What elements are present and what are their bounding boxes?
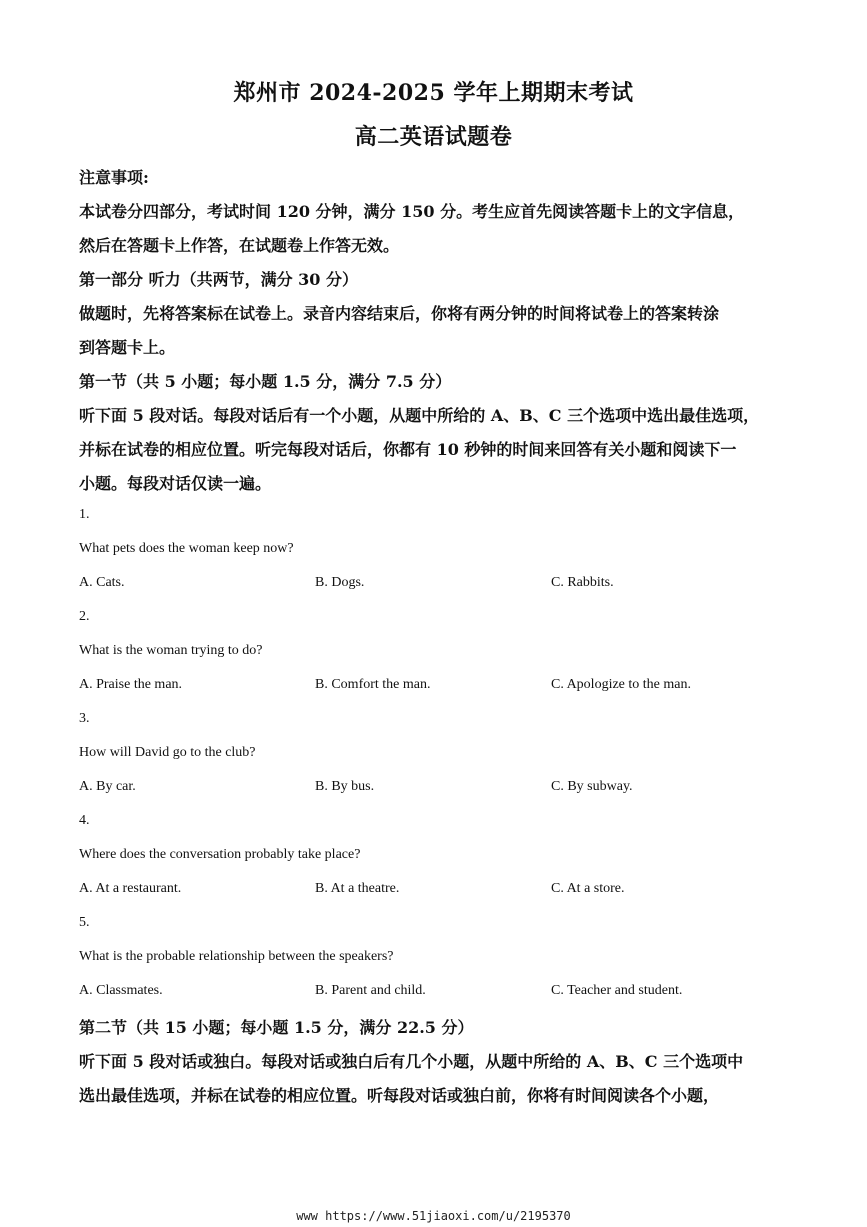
option-c: C. By subway. <box>551 779 633 794</box>
part1-line-2: 到答题卡上。 <box>79 338 176 357</box>
option-a: A. Praise the man. <box>79 677 183 692</box>
option-a: A. By car. <box>79 779 136 794</box>
footer-watermark-link[interactable]: www https://www.51jiaoxi.com/u/2195370 <box>296 1209 571 1223</box>
option-c: C. Rabbits. <box>551 575 614 590</box>
option-a: A. Classmates. <box>79 983 163 998</box>
question-text: What is the woman trying to do? <box>79 643 263 658</box>
question-number: 1. <box>79 507 90 522</box>
exam-subtitle: 高二英语试题卷 <box>354 124 513 150</box>
section1-heading: 第一节（共 5 小题；每小题 1.5 分，满分 7.5 分） <box>79 372 452 391</box>
notes-heading: 注意事项: <box>79 168 149 187</box>
option-b: B. Dogs. <box>315 575 365 590</box>
option-c: C. Apologize to the man. <box>551 677 691 692</box>
section2-line-2: 选出最佳选项，并标在试卷的相应位置。听每段对话或独白前，你将有时间阅读各个小题， <box>79 1086 720 1105</box>
option-a: A. Cats. <box>79 575 125 590</box>
option-b: B. Comfort the man. <box>315 677 431 692</box>
question-text: How will David go to the club? <box>79 745 256 760</box>
question-number: 5. <box>79 915 90 930</box>
question-text: What is the probable relationship between the speakers? <box>79 949 394 964</box>
notes-line-2: 然后在答题卡上作答，在试题卷上作答无效。 <box>79 236 400 255</box>
option-c: C. At a store. <box>551 881 625 896</box>
question-number: 3. <box>79 711 90 726</box>
section1-line-2: 并标在试卷的相应位置。听完每段对话后，你都有 10 秒钟的时间来回答有关小题和阅读下一 <box>79 440 737 459</box>
part1-heading: 第一部分 听力（共两节，满分 30 分） <box>79 270 358 289</box>
section1-line-3: 小题。每段对话仅读一遍。 <box>79 474 272 493</box>
question-number: 2. <box>79 609 90 624</box>
question-text: Where does the conversation probably take place? <box>79 847 361 862</box>
section1-line-1: 听下面 5 段对话。每段对话后有一个小题，从题中所给的 A、B、C 三个选项中选出最佳选项， <box>79 406 760 425</box>
option-b: B. Parent and child. <box>315 983 426 998</box>
option-b: B. At a theatre. <box>315 881 400 896</box>
question-text: What pets does the woman keep now? <box>79 541 294 556</box>
exam-title: 郑州市 2024-2025 学年上期期末考试 <box>233 80 634 106</box>
notes-line-1: 本试卷分四部分，考试时间 120 分钟，满分 150 分。考生应首先阅读答题卡上的文字信息， <box>79 202 745 221</box>
option-c: C. Teacher and student. <box>551 983 683 998</box>
option-a: A. At a restaurant. <box>79 881 182 896</box>
part1-line-1: 做题时，先将答案标在试卷上。录音内容结束后，你将有两分钟的时间将试卷上的答案转涂 <box>79 304 720 323</box>
question-number: 4. <box>79 813 90 828</box>
section2-line-1: 听下面 5 段对话或独白。每段对话或独白后有几个小题，从题中所给的 A、B、C 三个选项中 <box>79 1052 744 1071</box>
option-b: B. By bus. <box>315 779 375 794</box>
section2-heading: 第二节（共 15 小题；每小题 1.5 分，满分 22.5 分） <box>79 1018 474 1037</box>
